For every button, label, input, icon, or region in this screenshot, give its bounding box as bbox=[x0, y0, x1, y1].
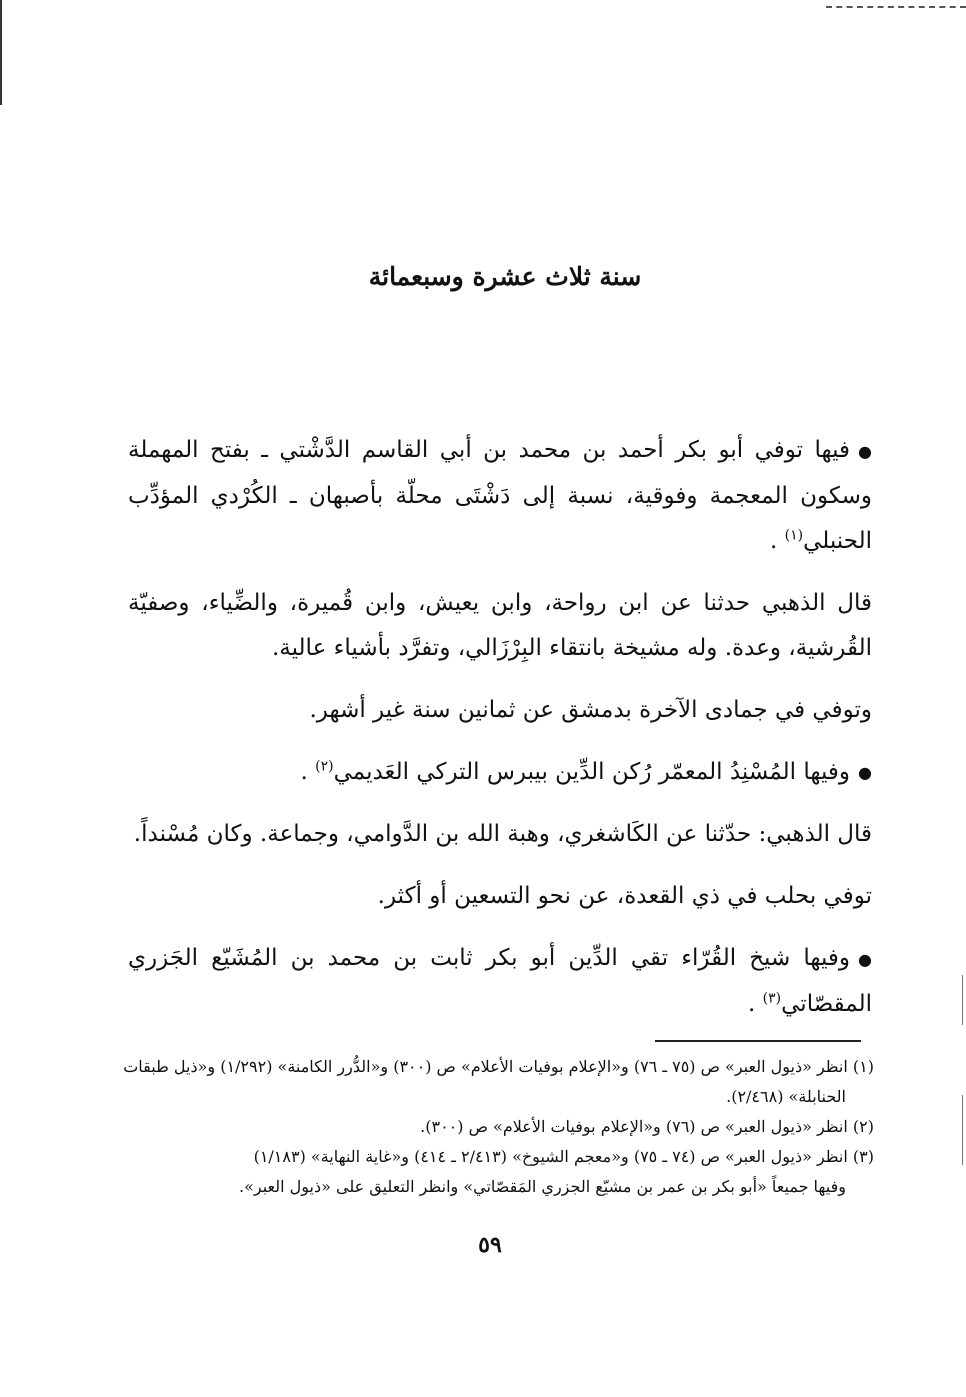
scan-mark bbox=[962, 1095, 963, 1165]
paragraph-end: . bbox=[300, 758, 316, 785]
main-text bbox=[128, 428, 872, 1044]
footnote-ref: (١) bbox=[784, 526, 804, 543]
footnote-separator bbox=[655, 1040, 861, 1042]
bullet-icon: ● bbox=[858, 949, 872, 969]
paragraph-text: قال الذهبي حدثنا عن ابن رواحة، وابن يعيش، وابن قُميرة، والضِّياء، وصفيّة القُرشية، وعدة. وله مشيخة بانتقاء البِرْزَالي، وتفرَّد بأشياء عالية. bbox=[128, 589, 872, 661]
paragraph bbox=[128, 750, 872, 796]
footnote-ref: (٣) bbox=[762, 989, 782, 1006]
paragraph bbox=[128, 581, 872, 671]
paragraph-end: . bbox=[748, 990, 763, 1017]
footnotes bbox=[108, 1052, 874, 1202]
paragraph-text: فيها توفي أبو بكر أحمد بن محمد بن أبي القاسم الدَّشْتي ـ بفتح المهملة وسكون المعجمة وفوقية، نسبة إلى دَشْتَى محلّة بأصبهان ـ الكُرْدي المؤدِّب الحنبلي bbox=[128, 437, 872, 554]
paragraph-text: توفي بحلب في ذي القعدة، عن نحو التسعين أو أكثر. bbox=[377, 883, 872, 909]
paragraph bbox=[128, 812, 872, 857]
scan-edge-line bbox=[0, 0, 2, 105]
footnote: (٢) انظر «ذيول العبر» ص (٧٦) و«الإعلام بوفيات الأعلام» ص (٣٠٠). bbox=[420, 1117, 874, 1136]
paragraph bbox=[128, 936, 872, 1027]
paragraph bbox=[128, 428, 872, 564]
paragraph-text: قال الذهبي: حدّثنا عن الكَاشغري، وهبة الله بن الدَّوامي، وجماعة. وكان مُسْنداً. bbox=[133, 821, 872, 847]
footnote-ref: (٢) bbox=[315, 757, 334, 774]
paragraph-text: وفيها شيخ القُرّاء تقي الدِّين أبو بكر ثابت بن محمد بن المُشَيّع الجَزري المقصّاتي bbox=[128, 945, 872, 1017]
page-edge-dashes bbox=[826, 6, 966, 8]
footnote: (١) انظر «ذيول العبر» ص (٧٥ ـ ٧٦) و«الإعلام بوفيات الأعلام» ص (٣٠٠) و«الدُّرر الكامنة» (١/٢٩٢) و«ذيل طبقات الحنابلة» (٢/٤٦٨). bbox=[123, 1057, 874, 1106]
paragraph-text: وفيها المُسْنِدُ المعمّر رُكن الدِّين بيبرس التركي العَديمي bbox=[333, 758, 851, 785]
paragraph bbox=[128, 688, 872, 733]
paragraph-end: . bbox=[769, 527, 785, 554]
scan-mark bbox=[962, 975, 963, 1025]
footnote: (٣) انظر «ذيول العبر» ص (٧٤ ـ ٧٥) و«معجم الشيوخ» (٢/٤١٣ ـ ٤١٤) و«غاية النهاية» (١/١٨٣) bbox=[253, 1147, 874, 1166]
paragraph-text: وتوفي في جمادى الآخرة بدمشق عن ثمانين سنة غير أشهر. bbox=[309, 696, 872, 723]
paragraph bbox=[128, 874, 872, 919]
footnote-continuation: وفيها جميعاً «أبو بكر بن عمر بن مشيّع الجزري المَقصّاتي» وانظر التعليق على «ذيول العبر». bbox=[238, 1177, 846, 1196]
chapter-title: سنة ثلاث عشرة وسبعمائة bbox=[368, 262, 642, 291]
bullet-icon: ● bbox=[858, 441, 872, 461]
page-number: ٥٩ bbox=[478, 1232, 502, 1258]
bullet-icon: ● bbox=[858, 763, 872, 782]
